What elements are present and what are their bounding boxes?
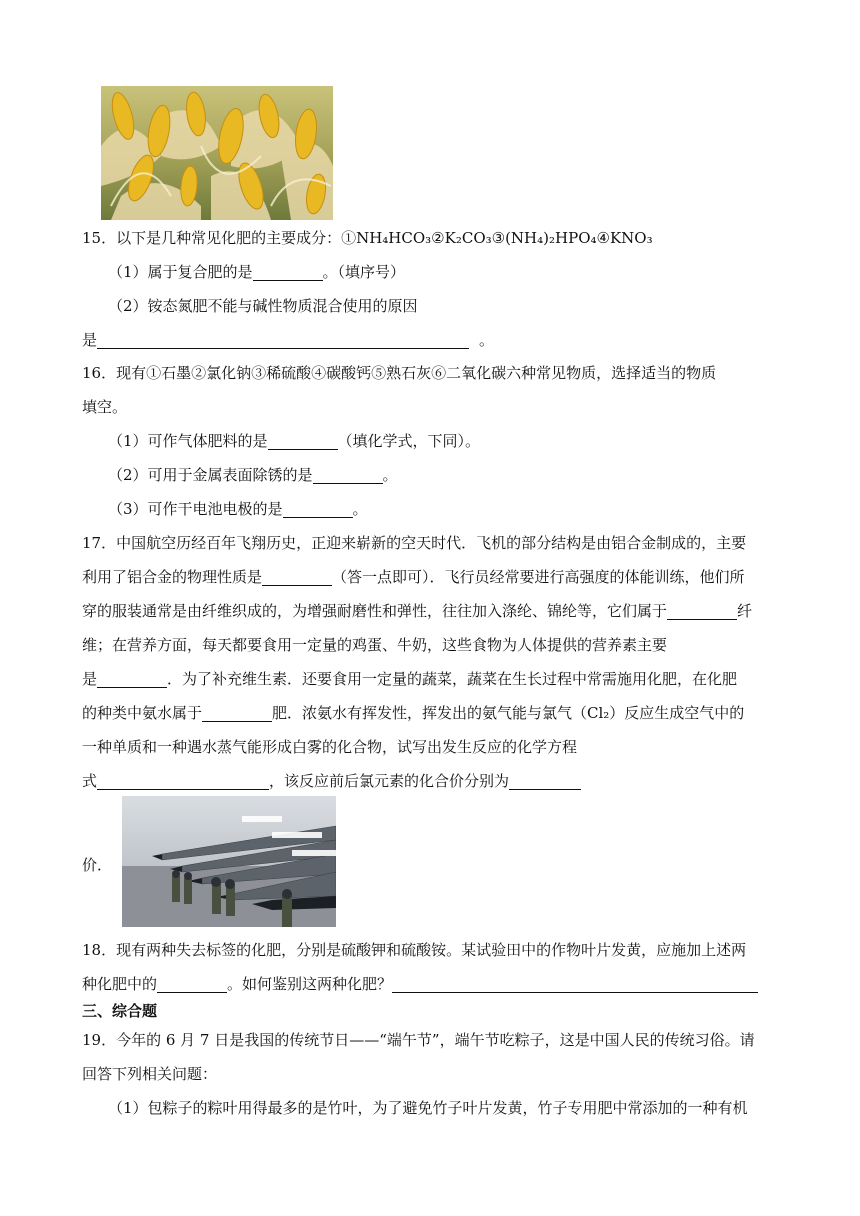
q18-line2-text: 种化肥中的 (82, 975, 158, 993)
q17-line9-text: 价． (82, 856, 113, 874)
corn-illustration (101, 86, 333, 220)
q18-line2-suffix: 。如何鉴别这两种化肥？ (227, 975, 393, 993)
q19-line1-text: 19．今年的 6 月 7 日是我国的传统节日——“端午节”，端午节吃粽子，这是中国人民的传统习俗。请 (82, 1031, 755, 1049)
q17-line5-suffix: ．为了补充维生素．还要食用一定量的蔬菜，蔬菜在生长过程中常需施用化肥，在化肥 (167, 670, 738, 688)
q17-line9 (82, 855, 112, 875)
q16-stem2-text: 填空。 (82, 398, 128, 416)
answer-blank[interactable] (283, 501, 353, 518)
answer-blank[interactable] (313, 467, 383, 484)
q17-line6-text: 的种类中氨水属于 (82, 704, 203, 722)
q16-part1 (108, 431, 480, 451)
answer-blank[interactable] (667, 603, 737, 620)
q17-line3-text: 穿的服装通常是由纤维织成的，为增强耐磨性和弹性，往往加入涤纶、锦纶等，它们属于 (82, 602, 668, 620)
q17-line5-text: 是 (82, 670, 98, 688)
answer-blank[interactable] (509, 773, 581, 790)
q17-line2-text: 利用了铝合金的物理性质是 (82, 568, 263, 586)
section-heading (82, 1001, 157, 1021)
q15-stem-text: 15．以下是几种常见化肥的主要成分：①NH₄HCO₃②K₂CO₃③(NH₄)₂HPO₄④KNO₃ (82, 229, 653, 247)
q18-line1-text: 18．现有两种失去标签的化肥，分别是硫酸钾和硫酸铵。某试验田中的作物叶片发黄，应施加上述两 (82, 941, 747, 959)
q16-part3 (108, 499, 368, 519)
q15-part2 (108, 296, 418, 316)
answer-blank[interactable] (253, 264, 323, 281)
q15-part1 (108, 262, 405, 282)
q15-stem (82, 228, 653, 248)
q17-line3-suffix: 纤 (737, 602, 753, 620)
answer-blank[interactable] (97, 671, 167, 688)
q17-line2-suffix: （答一点即可）．飞行员经常要进行高强度的体能训练，他们所 (332, 568, 745, 586)
q15-part2-text: （2）铵态氮肥不能与碱性物质混合使用的原因 (108, 297, 418, 315)
q17-line2 (82, 567, 745, 587)
q19-line3 (108, 1098, 748, 1118)
q19-line2-text: 回答下列相关问题： (82, 1065, 218, 1083)
q15-part1-text: （1）属于复合肥的是 (108, 263, 253, 281)
corn-field-photo (101, 86, 333, 220)
answer-blank[interactable] (202, 705, 272, 722)
q17-line7 (82, 737, 577, 757)
q16-part3-text: （3）可作干电池电极的是 (108, 500, 283, 518)
q16-part1-text: （1）可作气体肥料的是 (108, 432, 268, 450)
section-heading-text: 三、综合题 (82, 1002, 158, 1020)
q17-line6-suffix: 肥．浓氨水有挥发性，挥发出的氨气能与氯气（Cl₂）反应生成空气中的 (272, 704, 745, 722)
q19-line1 (82, 1030, 755, 1050)
q19-line3-text: （1）包粽子的粽叶用得最多的是竹叶，为了避免竹子叶片发黄，竹子专用肥中常添加的一种有机 (108, 1099, 748, 1117)
q19-line2 (82, 1064, 217, 1084)
q17-line7-text: 一种单质和一种遇水蒸气能形成白雾的化合物，试写出发生反应的化学方程 (82, 738, 578, 756)
answer-blank[interactable] (97, 773, 269, 790)
answer-blank[interactable] (262, 569, 332, 586)
q15-part2-end: 。 (479, 331, 495, 349)
answer-blank[interactable] (157, 976, 227, 993)
q15-part2-cont (82, 330, 494, 350)
q17-line4-text: 维；在营养方面，每天都要食用一定量的鸡蛋、牛奶，这些食物为人体提供的营养素主要 (82, 636, 668, 654)
q15-part1-suffix: 。（填序号） (322, 263, 406, 281)
answer-blank[interactable] (97, 332, 469, 349)
q16-part2 (108, 465, 398, 485)
q15-part2-cont-text: 是 (82, 331, 98, 349)
q16-part2-suffix: 。 (382, 466, 398, 484)
q17-line8-suffix: ，该反应前后氯元素的化合价分别为 (269, 772, 510, 790)
q17-line5 (82, 669, 737, 689)
fighter-jets-pilots-photo (122, 796, 336, 927)
q17-line4 (82, 635, 667, 655)
q17-line8-text: 式 (82, 772, 98, 790)
answer-blank[interactable] (392, 976, 758, 993)
jets-illustration (122, 796, 336, 927)
q16-stem2 (82, 397, 127, 417)
q17-line3 (82, 601, 752, 621)
q17-line1 (82, 533, 746, 553)
q18-line1 (82, 940, 746, 960)
q16-stem-text: 16．现有①石墨②氯化钠③稀硫酸④碳酸钙⑤熟石灰⑥二氧化碳六种常见物质，选择适当的物质 (82, 364, 717, 382)
answer-blank[interactable] (268, 433, 338, 450)
q17-line8 (82, 771, 581, 791)
q16-stem (82, 363, 716, 383)
q16-part3-suffix: 。 (352, 500, 368, 518)
q17-line6 (82, 703, 744, 723)
q16-part1-suffix: （填化学式，下同）。 (337, 432, 481, 450)
q17-line1-text: 17．中国航空历经百年飞翔历史，正迎来崭新的空天时代．飞机的部分结构是由铝合金制成的，主要 (82, 534, 747, 552)
q18-line2 (82, 974, 758, 994)
q16-part2-text: （2）可用于金属表面除锈的是 (108, 466, 313, 484)
